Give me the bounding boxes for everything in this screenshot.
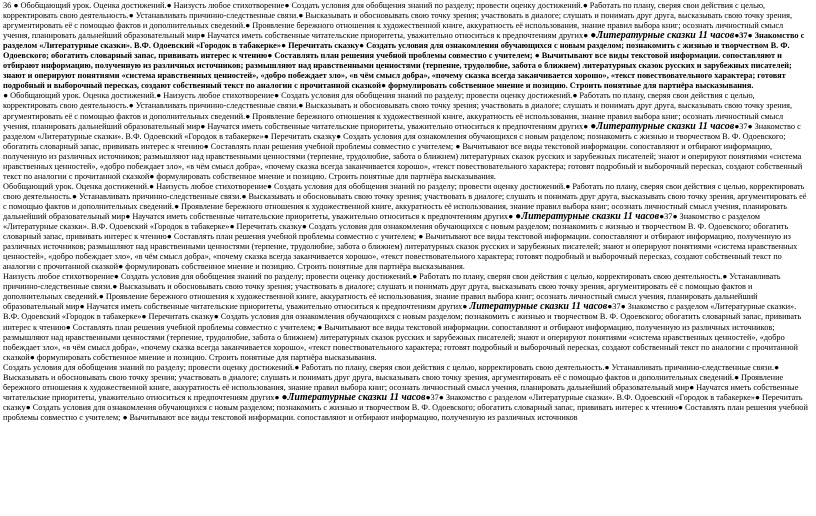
block-4-text: Наизусть любое стихотворение● Создать условия для обобщения знаний по разделу; провести оценку достижений.● Работать по плану, сверяя свои действия с целью, корректировать свою деятельность.● Устанавливать причинно-следственные связи.● Высказывать и обосновывать свою точку зрения; участвовать в диалоге; слушать и понимать друг друга, высказывать свою точку зрения, аргументировать её с помощью фактов и дополнительных сведений.● Проявление бережного отношения к художественной книге, аккуратность её использования, знание правил выбора книг; осознать личностный смысл учения, планировать дальнейший образовательный мир● Научатся иметь собственные читательские приоритеты, уважительно относиться к предпочтениям других● [3, 272, 781, 312]
block-2-lesson: ●37● Знакомство с разделом «Литературные сказки». В.Ф. Одоевский «Городок в табакерке»● Перечитать сказку● Создать условия для ознакомления обучающихся с новым разделом; познакомить с жизнью и творчеством В. Ф. Одоевского; обогатить словарный запас, прививать интерес к чтению● Составлять план решения учебной проблемы совместно с учителем; ● Вычитывают все виды текстовой информации. сопоставляют и отбирают информацию, полученную из различных источников; размышляют над нравственными ценностями (терпение, трудолюбие, забота о ближнем) литературных сказок русских и зарубежных писателей; знают и оперируют понятиями «система нравственных ценностей», «добро побеждает зло», «в чём смысл добра», «почему сказка всегда заканчивается хорошо», «текст повествовательного характера; готовят подробный и выборочный пересказ, создают собственный текст по аналогии с прочитанной сказкой● формулировать собственное мнение и позицию. Строить понятные для партнёра высказывания. [3, 121, 803, 181]
paragraph-block-5 [3, 363, 810, 423]
paragraph-block-2 [3, 91, 810, 181]
block-2-text: ● Обобщающий урок. Оценка достижений.● Наизусть любое стихотворение● Создать условия для обобщения знаний по разделу; провести оценку достижений.● Работать по плану, сверяя свои действия с целью, корректировать свою деятельность.● Устанавливать причинно-следственные связи.● Высказывать и обосновывать свою точку зрения; участвовать в диалоге; слушать и понимать друг друга, высказывать свою точку зрения, аргументировать её с помощью фактов и дополнительных сведений.● Проявление бережного отношения к художественной книге, аккуратность её использования, знание правил выбора книг; осознать личностный смысл учения, планировать дальнейший образовательный мир● Научатся иметь собственные читательские приоритеты, уважительно относиться к предпочтениям других● [3, 91, 793, 131]
section-heading-5: ●Литературные сказки 11 часов [281, 391, 426, 403]
section-heading-2: ●Литературные сказки 11 часов [590, 120, 735, 132]
paragraph-block-3 [3, 182, 810, 272]
paragraph-block-1 [3, 1, 810, 91]
block-4-lesson: ●37● Знакомство с разделом «Литературные сказки». В.Ф. Одоевский «Городок в табакерке»● Перечитать сказку● Создать условия для ознакомления обучающихся с новым разделом; познакомить с жизнью и творчеством В. Ф. Одоевского; обогатить словарный запас, прививать интерес к чтению● Составлять план решения учебной проблемы совместно с учителем; ● Вычитывают все виды текстовой информации. сопоставляют и отбирают информацию, полученную из различных источников; размышляют над нравственными ценностями (терпение, трудолюбие, забота о ближнем) литературных сказок русских и зарубежных писателей; знают и оперируют понятиями «система нравственных ценностей», «добро побеждает зло», «в чём смысл добра», «почему сказка всегда заканчивается хорошо», «текст повествовательного характера; готовят подробный и выборочный пересказ, создают собственный текст по аналогии с прочитанной сказкой● формулировать собственное мнение и позицию. Строить понятные для партнёра высказывания. [3, 302, 802, 362]
page-number: 36 [3, 1, 12, 10]
block-3-text: Обобщающий урок. Оценка достижений.● Наизусть любое стихотворение● Создать условия для обобщения знаний по разделу; провести оценку достижений.● Работать по плану, сверяя свои действия с целью, корректировать свою деятельность.● Устанавливать причинно-следственные связи.● Высказывать и обосновывать свою точку зрения; участвовать в диалоге; слушать и понимать друг друга, высказывать свою точку зрения, аргументировать её с помощью фактов и дополнительных сведений.● Проявление бережного отношения к художественной книге, аккуратность её использования, знание правил выбора книг; осознать личностный смысл учения, планировать дальнейший образовательный мир● Научатся иметь собственные читательские приоритеты, уважительно относиться к предпочтениям других● [3, 181, 807, 221]
section-heading-4: Литературные сказки 11 часов [469, 301, 608, 313]
paragraph-block-4 [3, 272, 810, 362]
block-1-lesson: ●37● Знакомство с разделом «Литературные сказки». В.Ф. Одоевский «Городок в табакерке»● Перечитать сказку● Создать условия для ознакомления обучающихся с новым разделом; познакомить с жизнью и творчеством В. Ф. Одоевского; обогатить словарный запас, прививать интерес к чтению● Составлять план решения учебной проблемы совместно с учителем; ● Вычитывают все виды текстовой информации. сопоставляют и отбирают информацию, полученную из различных источников; размышляют над нравственными ценностями (терпение, трудолюбие, забота о ближнем) литературных сказок русских и зарубежных писателей; знают и оперируют понятиями «система нравственных ценностей», «добро побеждает зло», «в чём смысл добра», «почему сказка всегда заканчивается хорошо», «текст повествовательного характера; готовят подробный и выборочный пересказ, создают собственный текст по аналогии с прочитанной сказкой● формулировать собственное мнение и позицию. Строить понятные для партнёра высказывания. [3, 31, 805, 91]
block-1-text: ● Обобщающий урок. Оценка достижений.● Наизусть любое стихотворение● Создать условия для обобщения знаний по разделу; провести оценку достижений.● Работать по плану, сверяя свои действия с целью, корректировать свою деятельность.● Устанавливать причинно-следственные связи.● Высказывать и обосновывать свою точку зрения; участвовать в диалоге; слушать и понимать друг друга, высказывать свою точку зрения, аргументировать её с помощью фактов и дополнительных сведений.● Проявление бережного отношения к художественной книге, аккуратность её использования, знание правил выбора книг; осознать личностный смысл учения, планировать дальнейший образовательный мир● Научатся иметь собственные читательские приоритеты, уважительно относиться к предпочтениям других● [3, 1, 793, 41]
section-heading-3: ●Литературные сказки 11 часов [515, 210, 660, 222]
block-5-lesson: ●37● Знакомство с разделом «Литературные сказки». В.Ф. Одоевский «Городок в табакерке»● Перечитать сказку● Создать условия для ознакомления обучающихся с новым разделом; познакомить с жизнью и творчеством В. Ф. Одоевского; обогатить словарный запас, прививать интерес к чтению● Составлять план решения учебной проблемы совместно с учителем; ● Вычитывают все виды текстовой информации. сопоставляют и отбирают информацию, полученную из различных источников [3, 392, 808, 422]
block-5-text: Создать условия для обобщения знаний по разделу; провести оценку достижений.● Работать по плану, сверяя свои действия с целью, корректировать свою деятельность.● Устанавливать причинно-следственные связи.● Высказывать и обосновывать свою точку зрения; участвовать в диалоге; слушать и понимать друг друга, высказывать свою точку зрения, аргументировать её с помощью фактов и дополнительных сведений.● Проявление бережного отношения к художественной книге, аккуратность её использования, знание правил выбора книг; осознать личностный смысл учения, планировать дальнейший образовательный мир● Научатся иметь собственные читательские приоритеты, уважительно относиться к предпочтениям других● [3, 362, 799, 402]
section-heading-1: ●Литературные сказки 11 часов [590, 30, 735, 42]
block-3-lesson: ●37● Знакомство с разделом «Литературные сказки». В.Ф. Одоевский «Городок в табакерке»● Перечитать сказку● Создать условия для ознакомления обучающихся с новым разделом; познакомить с жизнью и творчеством В. Ф. Одоевского; обогатить словарный запас, прививать интерес к чтению● Составлять план решения учебной проблемы совместно с учителем; ● Вычитывают все виды текстовой информации. сопоставляют и отбирают информацию, полученную из различных источников; размышляют над нравственными ценностями (терпение, трудолюбие, забота о ближнем) литературных сказок русских и зарубежных писателей; знают и оперируют понятиями «система нравственных ценностей», «добро побеждает зло», «в чём смысл добра», «почему сказка всегда заканчивается хорошо», «текст повествовательного характера; готовят подробный и выборочный пересказ, создают собственный текст по аналогии с прочитанной сказкой● формулировать собственное мнение и позицию. Строить понятные для партнёра высказывания. [3, 211, 798, 272]
